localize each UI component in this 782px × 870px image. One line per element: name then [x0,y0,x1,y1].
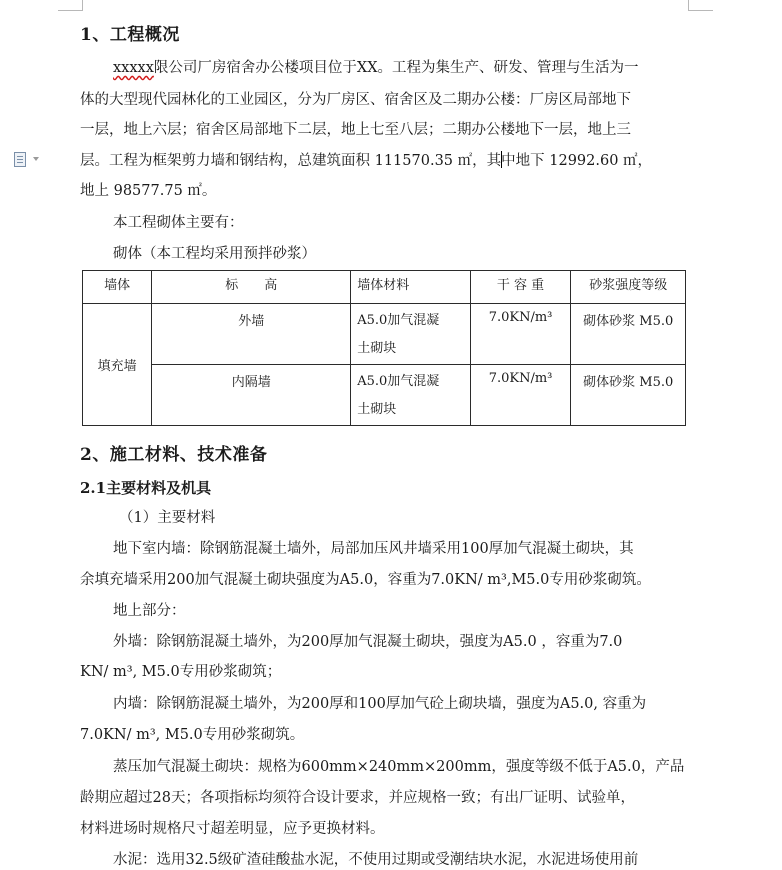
outer-wall-line-2: KN/ m³, M5.0专用砂浆砌筑； [80,664,282,680]
paragraph-1-line-5: 地上 98577.75 ㎡。 [80,183,217,199]
table-cell-mortar: 砌体砂浆 M5.0 [571,304,686,365]
table-row [83,365,686,426]
basement-line-2: 余填充墙采用200加气混凝土砌块强度为A5.0，容重为7.0KN/ m³,M5.0专用砂浆砌筑。 [80,572,651,588]
table-header-cell: 标 高 [152,271,351,304]
section-1-heading: 1、工程概况 [80,25,180,45]
table-cell-density: 7.0KN/m³ [470,304,571,365]
masonry-caption: 砌体（本工程均采用预拌砂浆） [113,246,316,262]
table-header-row [83,271,686,304]
masonry-intro: 本工程砌体主要有： [113,215,244,231]
table-cell-material: A5.0加气混凝 土砌块 [351,365,470,426]
section-2-heading: 2、施工材料、技术准备 [80,445,268,465]
company-placeholder: xxxxx [113,60,154,76]
table-header-cell: 墙体材料 [351,271,470,304]
page-corner-mark-right [688,0,713,11]
table-row [83,304,686,365]
basement-line-1: 地下室内墙：除钢筋混凝土墙外，局部加压风井墙采用100厚加气混凝土砌块，其 [113,541,634,557]
paragraph-1-line-4: 层。工程为框架剪力墙和钢结构，总建筑面积 111570.35 ㎡，其中地下 12992.60 ㎡， [80,153,653,169]
cement-line-1: 水泥：选用32.5级矿渣硅酸盐水泥，不使用过期或受潮结块水泥，水泥进场使用前 [113,852,639,868]
table-cell-mortar: 砌体砂浆 M5.0 [571,365,686,426]
outer-wall-line-1: 外墙：除钢筋混凝土墙外，为200厚加气混凝土砌块，强度为A5.0 ，容重为7.0 [113,634,623,650]
paragraph-1-line-1: xxxxx限公司厂房宿舍办公楼项目位于XX。工程为集生产、研发、管理与生活为一 [113,60,639,76]
page-corner-mark-left [58,0,83,11]
aac-line-3: 材料进场时规格尺寸超差明显，应予更换材料。 [80,821,385,837]
table-cell-density: 7.0KN/m³ [470,365,571,426]
paragraph-1-line-2: 体的大型现代园林化的工业园区，分为厂房区、宿舍区及二期办公楼：厂房区局部地下 [80,92,631,108]
above-ground-label: 地上部分： [113,603,186,619]
chevron-down-icon [33,157,39,161]
table-group-label: 填充墙 [83,304,152,426]
aac-line-2: 龄期应超过28天；各项指标均须符合设计要求，并应规格一致；有出厂证明、试验单， [80,790,635,806]
table-header-cell: 砂浆强度等级 [571,271,686,304]
document-paragraph-icon [14,152,26,167]
item-1-heading: （1）主要材料 [119,510,216,526]
paragraph-options-button[interactable] [14,152,42,168]
inner-wall-line-1: 内墙：除钢筋混凝土墙外，为200厚和100厚加气砼上砌块墙，强度为A5.0, 容重为 [113,696,647,712]
masonry-table [82,270,686,426]
table-cell-elevation: 外墙 [152,304,351,365]
section-2-1-heading: 2.1主要材料及机具 [80,479,212,497]
table-header-cell: 墙体 [83,271,152,304]
paragraph-1-line-3: 一层，地上六层；宿舍区局部地下二层，地上七至八层；二期办公楼地下一层，地上三 [80,122,631,138]
inner-wall-line-2: 7.0KN/ m³, M5.0专用砂浆砌筑。 [80,727,305,743]
aac-line-1: 蒸压加气混凝土砌块：规格为600mm×240mm×200mm，强度等级不低于A5.0，产品 [113,759,685,775]
table-cell-elevation: 内隔墙 [152,365,351,426]
table-cell-material: A5.0加气混凝 土砌块 [351,304,470,365]
table-header-cell: 干 容 重 [470,271,571,304]
